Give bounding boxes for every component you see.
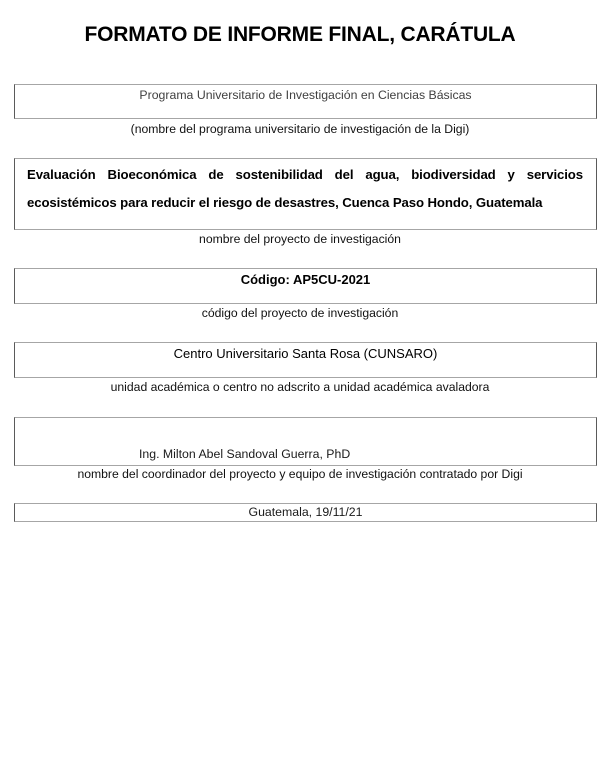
codigo-value: Código: AP5CU-2021 [240,272,371,287]
centro-caption: unidad académica o centro no adscrito a unidad académica avaladora [110,380,490,394]
centro-value: Centro Universitario Santa Rosa (CUNSARO) [173,346,438,361]
coordinador-caption: nombre del coordinador del proyecto y equipo de investigación contratado por Digi [77,467,523,481]
codigo-field-box [14,268,597,304]
page-title: FORMATO DE INFORME FINAL, CARÁTULA [84,23,516,46]
programa-caption: (nombre del programa universitario de investigación de la Digi) [130,122,470,136]
programa-value: Programa Universitario de Investigación en Ciencias Básicas [139,88,472,102]
fecha-field-box [14,503,597,522]
proyecto-field-box [14,158,597,230]
coordinador-value: Ing. Milton Abel Sandoval Guerra, PhD [139,447,351,461]
centro-field-box [14,342,597,378]
codigo-caption: código del proyecto de investigación [201,306,399,320]
coordinador-field-box [14,417,597,466]
proyecto-caption: nombre del proyecto de investigación [199,232,401,246]
fecha-value: Guatemala, 19/11/21 [248,505,363,519]
programa-field-box [14,84,597,119]
proyecto-value: Evaluación Bioeconómica de sostenibilidad del agua, biodiversidad y servicios ecosistémicos para reducir el riesgo de desastres, Cuenca Paso Hondo, Guatemala [27,167,583,210]
